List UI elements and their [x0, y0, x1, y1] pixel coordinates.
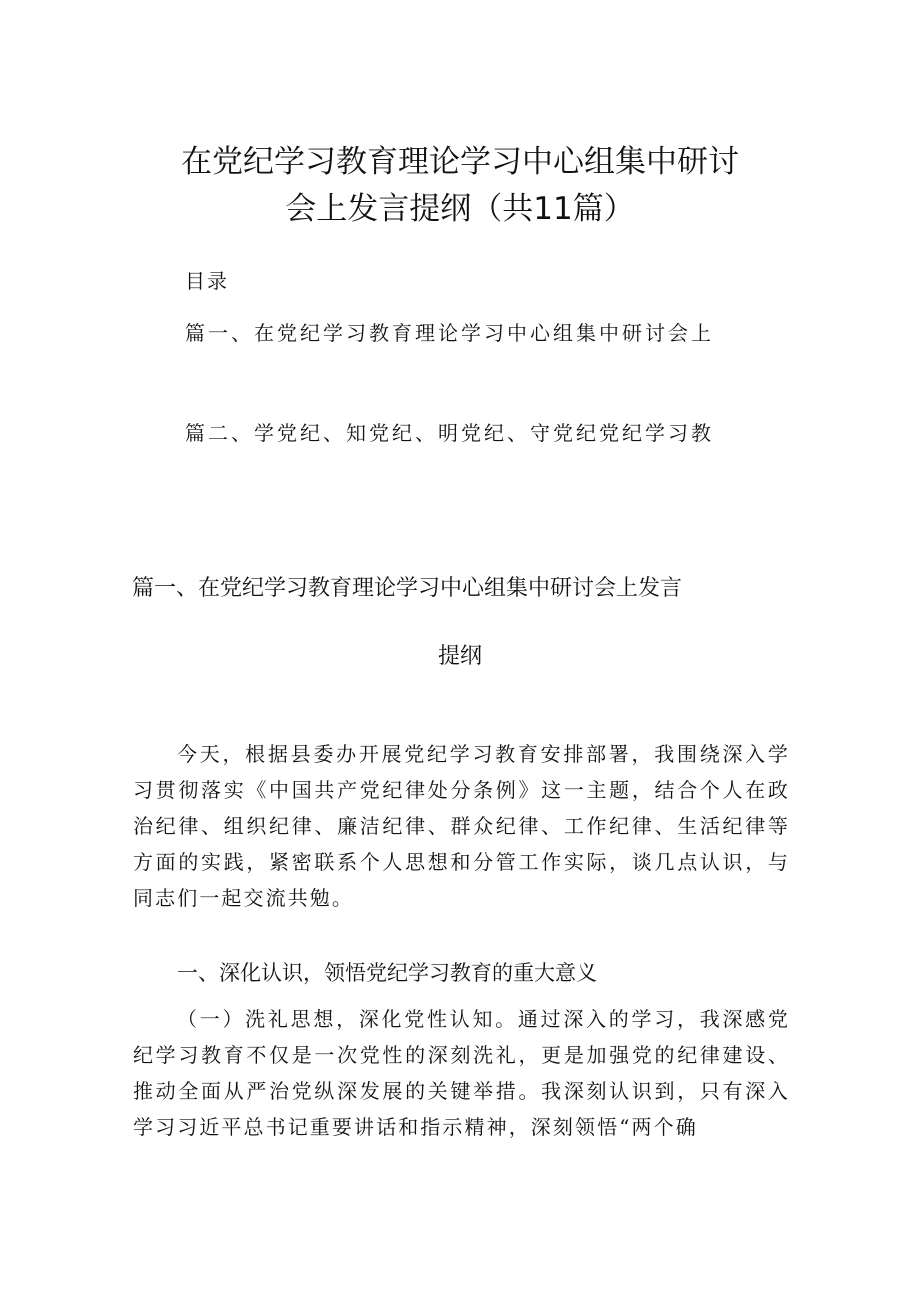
section-heading-line-2: 提纲 [437, 644, 482, 669]
body-paragraph: （一）洗礼思想，深化党性认知。通过深入的学习，我深感党纪学习教育不仅是一次党性的深刻洗礼，更是加强党的纪律建设、推动全面从严治党纵深发展的关键举措。我深刻认识到，只有深入学习习近平总书记重要讲话和指示精神，深刻领悟“两个确 [133, 1007, 790, 1139]
document-title-line-2: 会上发言提纲（共11篇） [285, 191, 635, 227]
section-heading-line-1: 篇一、在党纪学习教育理论学习中心组集中研讨会上发言 [132, 576, 683, 601]
toc-item: 篇二、学党纪、知党纪、明党纪、守党纪党纪学习教 [185, 421, 714, 445]
toc-label: 目录 [185, 269, 229, 293]
document-title-line-1: 在党纪学习教育理论学习中心组集中研讨 [181, 144, 739, 180]
intro-paragraph: 今天，根据县委办开展党纪学习教育安排部署，我围绕深入学习贯彻落实《中国共产党纪律处分条例》这一主题，结合个人在政治纪律、组织纪律、廉洁纪律、群众纪律、工作纪律、生活纪律等方面的实践，紧密联系个人思想和分管工作实际，谈几点认识，与同志们一起交流共勉。 [133, 742, 790, 910]
toc-item: 篇一、在党纪学习教育理论学习中心组集中研讨会上 [185, 321, 714, 345]
subsection-heading: 一、深化认识，领悟党纪学习教育的重大意义 [177, 961, 597, 985]
